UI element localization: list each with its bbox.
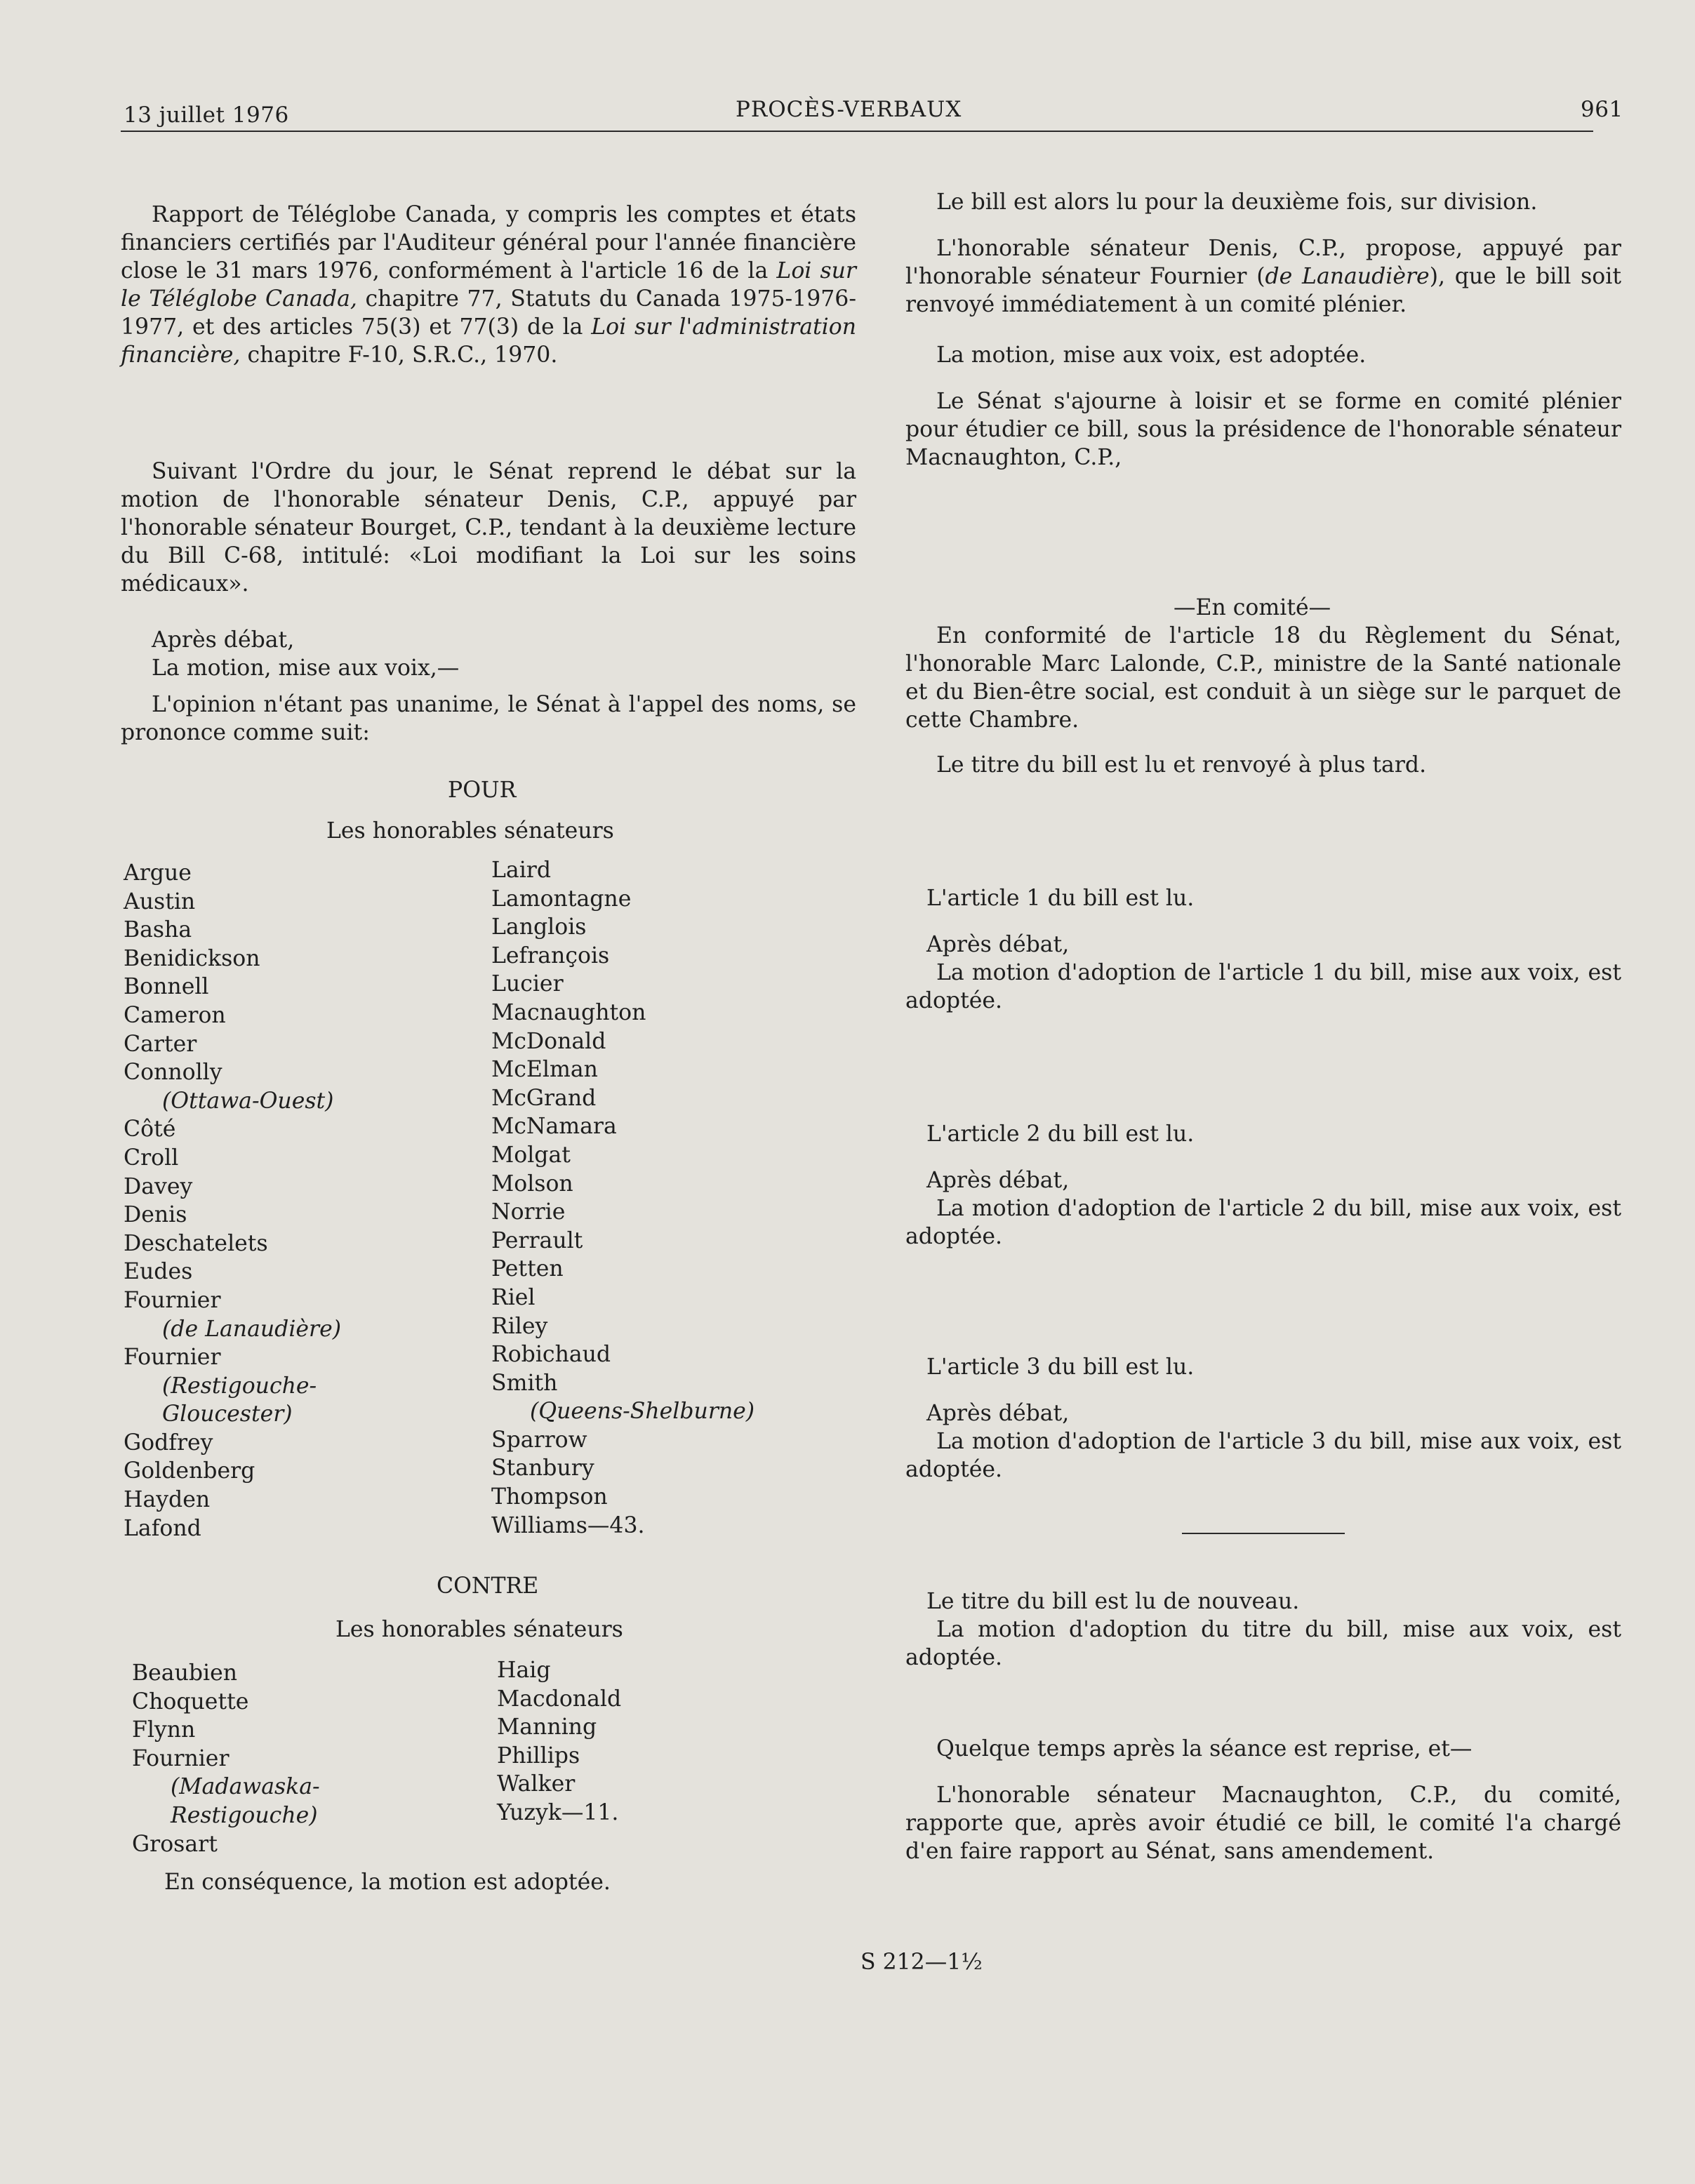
contre-heading: CONTRE bbox=[437, 1573, 539, 1599]
article-1-debat: Après débat, bbox=[926, 932, 1070, 957]
motion-vote: La motion, mise aux voix,— bbox=[152, 655, 460, 681]
header-date: 13 juillet 1976 bbox=[124, 102, 289, 128]
senator-name: Robichaud bbox=[491, 1342, 611, 1368]
senator-name: Fournier bbox=[124, 1287, 221, 1313]
paragraph-rapport: L'honorable sénateur Macnaughton, C.P., du comité, rapporte que, après avoir étudié ce bill, le comité l'a chargé d'en faire rapport au Sénat, sans amendement. bbox=[905, 1783, 1621, 1864]
senator-name: Phillips bbox=[497, 1743, 580, 1769]
senator-name: Croll bbox=[124, 1145, 179, 1171]
paragraph-comite-plenier: Le Sénat s'ajourne à loisir et se forme en comité plénier pour étudier ce bill, sous la présidence de l'honorable sénateur Macnaughton, C.P., bbox=[905, 389, 1621, 470]
article-1-motion: La motion d'adoption de l'article 1 du bill, mise aux voix, est adoptée. bbox=[905, 960, 1621, 1013]
senator-name: Fournier bbox=[124, 1345, 221, 1371]
pour-subheading: Les honorables sénateurs bbox=[326, 818, 614, 844]
senator-name: Riley bbox=[491, 1313, 548, 1339]
senator-name: Choquette bbox=[132, 1689, 249, 1714]
senator-name: (Restigouche- bbox=[162, 1373, 317, 1399]
article-1-lu: L'article 1 du bill est lu. bbox=[926, 886, 1195, 911]
senator-name: Austin bbox=[124, 888, 196, 914]
senator-name: Argue bbox=[124, 860, 192, 886]
senator-name: Deschatelets bbox=[124, 1230, 268, 1256]
senator-name: (Ottawa-Ouest) bbox=[162, 1088, 334, 1114]
senator-name: Lafond bbox=[124, 1515, 201, 1541]
apres-debat: Après débat, bbox=[152, 627, 295, 653]
senator-name: Haig bbox=[497, 1658, 551, 1683]
paragraph-motion-adoptee: La motion, mise aux voix, est adoptée. bbox=[936, 342, 1367, 368]
senator-name: Molson bbox=[491, 1171, 573, 1197]
senator-name: Lefrançois bbox=[491, 943, 610, 968]
article-2-lu: L'article 2 du bill est lu. bbox=[926, 1121, 1195, 1147]
senator-name: Eudes bbox=[124, 1259, 193, 1285]
senator-name: Langlois bbox=[491, 914, 587, 940]
article-3-lu: L'article 3 du bill est lu. bbox=[926, 1354, 1195, 1380]
pour-list-left bbox=[124, 859, 341, 1543]
paragraph-reprise: Quelque temps après la séance est reprise, et— bbox=[936, 1736, 1473, 1762]
paragraph-renvoi-comite: L'honorable sénateur Denis, C.P., propose, appuyé par l'honorable sénateur Fournier (de Lanaudière), que le bill soit renvoyé immédiatement à un comité plénier. bbox=[905, 236, 1622, 317]
senator-name: Stanbury bbox=[491, 1456, 594, 1481]
senator-name: Riel bbox=[491, 1284, 536, 1310]
senator-name: Denis bbox=[124, 1202, 187, 1228]
en-comite-heading: —En comité— bbox=[1174, 595, 1331, 620]
paragraph-titre-renvoye: Le titre du bill est lu et renvoyé à plus tard. bbox=[936, 752, 1427, 778]
paragraph-appel-des-noms: L'opinion n'étant pas unanime, le Sénat à l'appel des noms, se prononce comme suit: bbox=[121, 692, 856, 745]
pour-heading: POUR bbox=[448, 778, 517, 803]
contre-list-left bbox=[132, 1659, 320, 1858]
titre-lu: Le titre du bill est lu de nouveau. bbox=[926, 1589, 1300, 1614]
senator-name: Flynn bbox=[132, 1717, 196, 1743]
senator-name: Hayden bbox=[124, 1487, 211, 1513]
senator-name: McElman bbox=[491, 1057, 598, 1083]
paragraph-conformite: En conformité de l'article 18 du Règlement du Sénat, l'honorable Marc Lalonde, C.P., ministre de la Santé nationale et du Bien-être social, est conduit à un siège sur le parquet de cette Chambre. bbox=[905, 623, 1621, 733]
senator-name: Walker bbox=[497, 1771, 576, 1797]
section-divider bbox=[1182, 1533, 1345, 1534]
senator-name: Davey bbox=[124, 1173, 193, 1199]
senator-name: Godfrey bbox=[124, 1430, 213, 1456]
senator-name: Smith bbox=[491, 1370, 558, 1396]
senator-name: Williams—43. bbox=[491, 1512, 645, 1538]
senator-name: Basha bbox=[124, 917, 192, 943]
conclusion: En conséquence, la motion est adoptée. bbox=[164, 1870, 611, 1895]
senator-name: (de Lanaudière) bbox=[162, 1316, 342, 1342]
senator-name: Benidickson bbox=[124, 945, 260, 971]
titre-motion: La motion d'adoption du titre du bill, mise aux voix, est adoptée. bbox=[905, 1617, 1621, 1670]
senator-name: Laird bbox=[491, 858, 551, 883]
senator-name: Beaubien bbox=[132, 1660, 238, 1686]
senator-name: Bonnell bbox=[124, 974, 209, 1000]
senator-name: Perrault bbox=[491, 1227, 583, 1253]
senator-name: Grosart bbox=[132, 1831, 218, 1857]
pour-list-right bbox=[491, 856, 755, 1540]
printer-signature: S 212—1½ bbox=[860, 1950, 983, 1975]
article-2-motion: La motion d'adoption de l'article 2 du bill, mise aux voix, est adoptée. bbox=[905, 1196, 1621, 1249]
senator-name: Petten bbox=[491, 1256, 564, 1282]
senator-name: Lamontagne bbox=[491, 886, 632, 912]
senator-name: McNamara bbox=[491, 1114, 617, 1140]
senator-name: (Queens-Shelburne) bbox=[530, 1399, 755, 1425]
contre-list-right bbox=[497, 1656, 621, 1827]
senator-name: Norrie bbox=[491, 1199, 566, 1225]
article-2-debat: Après débat, bbox=[926, 1168, 1070, 1193]
senator-name: McGrand bbox=[491, 1085, 597, 1111]
senator-name: Yuzyk—11. bbox=[497, 1799, 619, 1825]
senator-name: McDonald bbox=[491, 1028, 606, 1054]
senator-name: Restigouche) bbox=[171, 1802, 318, 1828]
senator-name: Macdonald bbox=[497, 1686, 622, 1712]
paragraph-ordre-du-jour: Suivant l'Ordre du jour, le Sénat reprend le débat sur la motion de l'honorable sénateur Denis, C.P., appuyé par l'honorable sénateur Bourget, C.P., tendant à la deuxième lecture du Bill C-68, intitulé: «Loi modifiant la Loi sur les soins médicaux». bbox=[121, 459, 856, 597]
senator-name: Fournier bbox=[132, 1745, 230, 1771]
article-3-debat: Après débat, bbox=[926, 1401, 1070, 1426]
senator-name: Molgat bbox=[491, 1142, 571, 1168]
paragraph-deuxieme-lecture: Le bill est alors lu pour la deuxième fois, sur division. bbox=[936, 189, 1538, 215]
senator-name: Cameron bbox=[124, 1002, 226, 1028]
article-3-motion: La motion d'adoption de l'article 3 du bill, mise aux voix, est adoptée. bbox=[905, 1429, 1621, 1482]
senator-name: (Madawaska- bbox=[171, 1774, 320, 1800]
senator-name: Goldenberg bbox=[124, 1458, 255, 1484]
senator-name: Côté bbox=[124, 1117, 176, 1143]
senator-name: Gloucester) bbox=[162, 1401, 293, 1427]
paragraph-teleglobe-report: Rapport de Téléglobe Canada, y compris les comptes et états financiers certifiés par l'Auditeur général pour l'année financière close le 31 mars 1976, conformément à l'article 16 de la Loi sur le Téléglobe Canada, chapitre 77, Statuts du Canada 1975-1976-1977, et des articles 75(3) et 77(3) de la Loi sur l'administration financière, chapitre F-10, S.R.C., 1970. bbox=[121, 202, 856, 368]
senator-name: Macnaughton bbox=[491, 999, 646, 1025]
header-rule bbox=[121, 131, 1593, 132]
header-page-number: 961 bbox=[1581, 97, 1623, 122]
senator-name: Manning bbox=[497, 1714, 597, 1740]
senator-name: Connolly bbox=[124, 1060, 222, 1086]
senator-name: Carter bbox=[124, 1031, 197, 1057]
header-title: PROCÈS-VERBAUX bbox=[736, 97, 962, 122]
senator-name: Lucier bbox=[491, 971, 564, 997]
contre-subheading: Les honorables sénateurs bbox=[335, 1617, 623, 1642]
senator-name: Sparrow bbox=[491, 1427, 587, 1453]
senator-name: Thompson bbox=[491, 1484, 608, 1510]
